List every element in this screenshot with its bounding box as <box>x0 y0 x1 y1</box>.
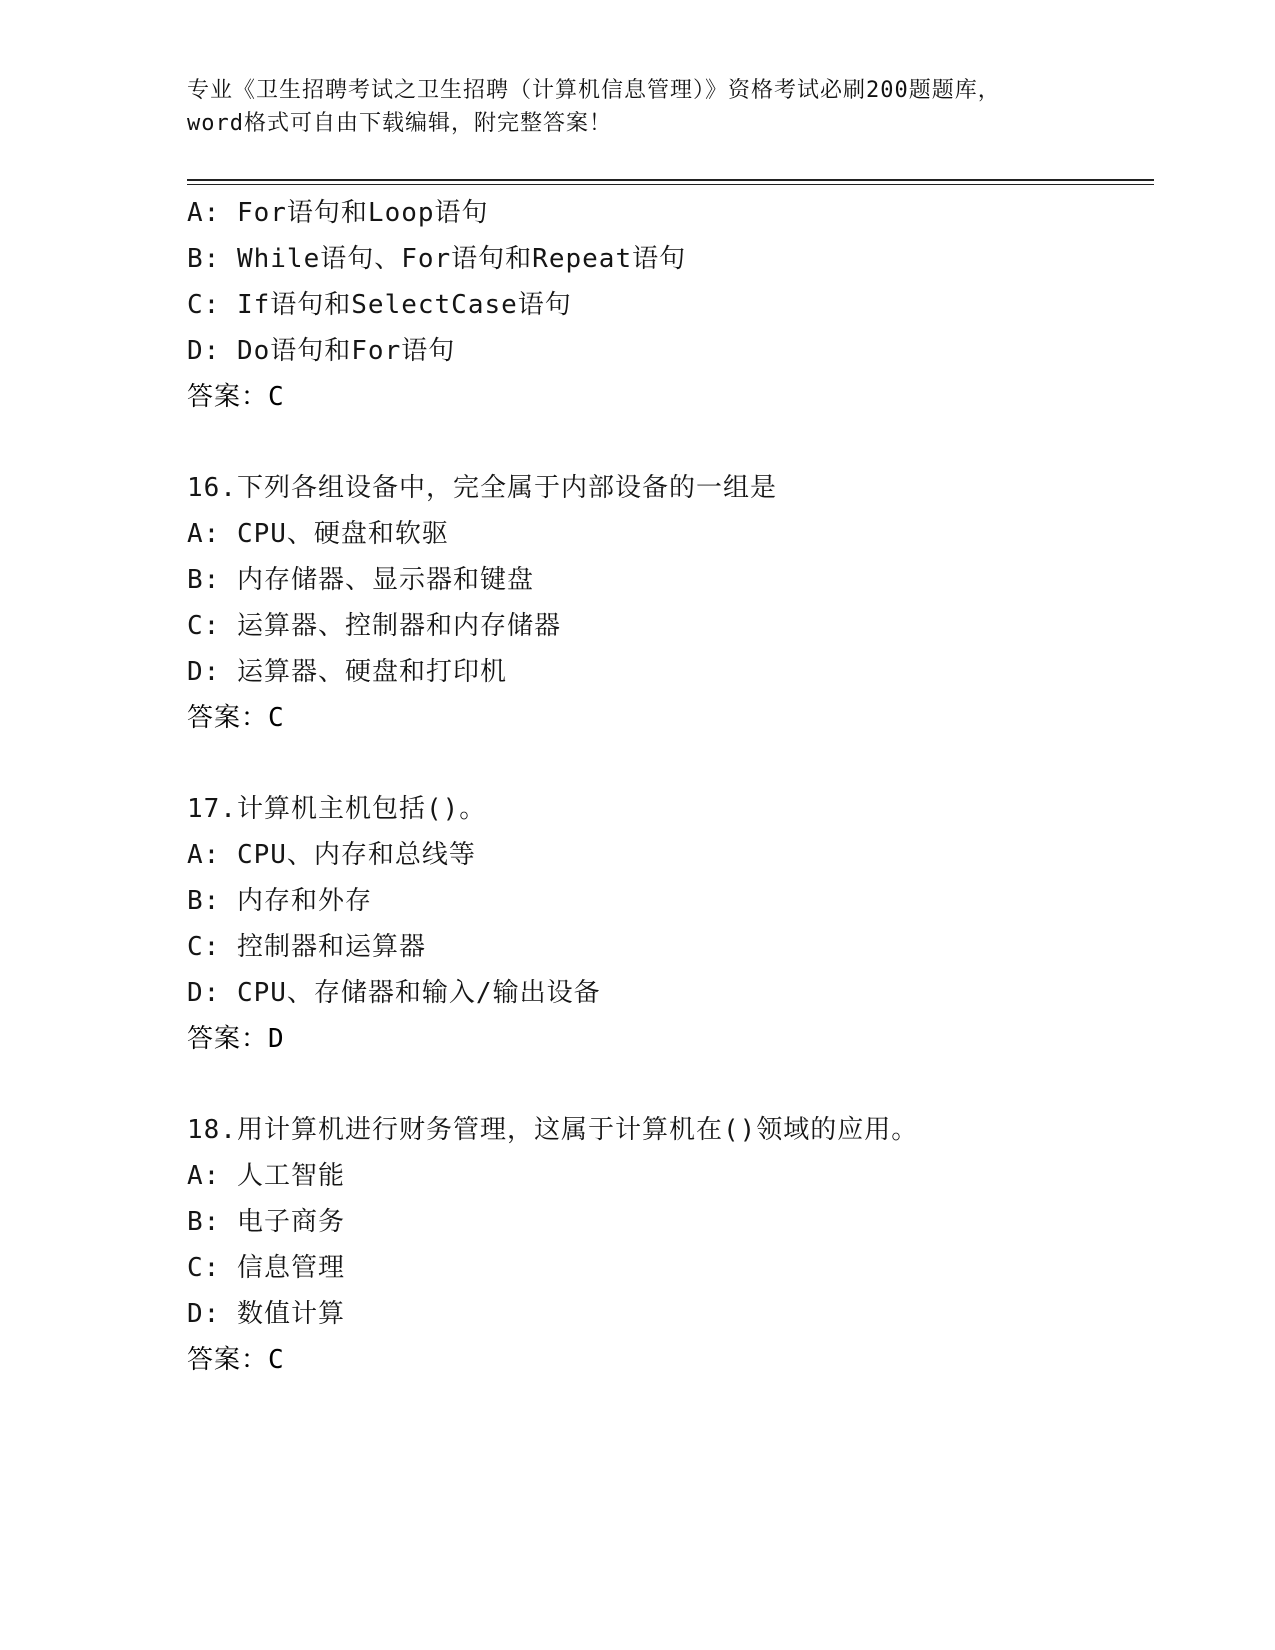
spacer <box>187 1062 1147 1107</box>
option-a: A: For语句和Loop语句 <box>187 198 489 228</box>
question-block-16 <box>187 465 1147 741</box>
header-divider-thick <box>187 179 1154 181</box>
option-a: A: 人工智能 <box>187 1161 345 1191</box>
option-d: D: Do语句和For语句 <box>187 336 456 366</box>
option-c: C: 运算器、控制器和内存储器 <box>187 611 561 641</box>
question-block-18 <box>187 1107 1147 1383</box>
header-line-2: word格式可自由下载编辑，附完整答案！ <box>187 111 612 136</box>
option-b: B: While语句、For语句和Repeat语句 <box>187 244 687 274</box>
option-c: C: If语句和SelectCase语句 <box>187 290 572 320</box>
option-a: A: CPU、内存和总线等 <box>187 840 476 870</box>
option-c: C: 信息管理 <box>187 1253 345 1283</box>
document-header <box>187 74 1087 140</box>
header-line-1: 专业《卫生招聘考试之卫生招聘（计算机信息管理）》资格考试必刷200题题库， <box>187 78 1001 103</box>
option-b: B: 内存储器、显示器和键盘 <box>187 565 534 595</box>
header-divider-thin <box>187 184 1154 185</box>
option-d: D: 运算器、硬盘和打印机 <box>187 657 507 687</box>
spacer <box>187 420 1147 465</box>
option-d: D: 数值计算 <box>187 1299 345 1329</box>
option-b: B: 内存和外存 <box>187 886 372 916</box>
question-text: 16.下列各组设备中，完全属于内部设备的一组是 <box>187 473 777 503</box>
question-text: 18.用计算机进行财务管理，这属于计算机在()领域的应用。 <box>187 1115 919 1145</box>
answer-line: 答案：C <box>187 382 285 412</box>
question-block-15 <box>187 190 1147 420</box>
answer-line: 答案：C <box>187 1345 285 1375</box>
question-text: 17.计算机主机包括()。 <box>187 794 487 824</box>
option-c: C: 控制器和运算器 <box>187 932 426 962</box>
answer-line: 答案：D <box>187 1024 285 1054</box>
option-a: A: CPU、硬盘和软驱 <box>187 519 449 549</box>
option-d: D: CPU、存储器和输入/输出设备 <box>187 978 601 1008</box>
answer-line: 答案：C <box>187 703 285 733</box>
question-list <box>187 190 1147 1383</box>
option-b: B: 电子商务 <box>187 1207 345 1237</box>
spacer <box>187 741 1147 786</box>
question-block-17 <box>187 786 1147 1062</box>
